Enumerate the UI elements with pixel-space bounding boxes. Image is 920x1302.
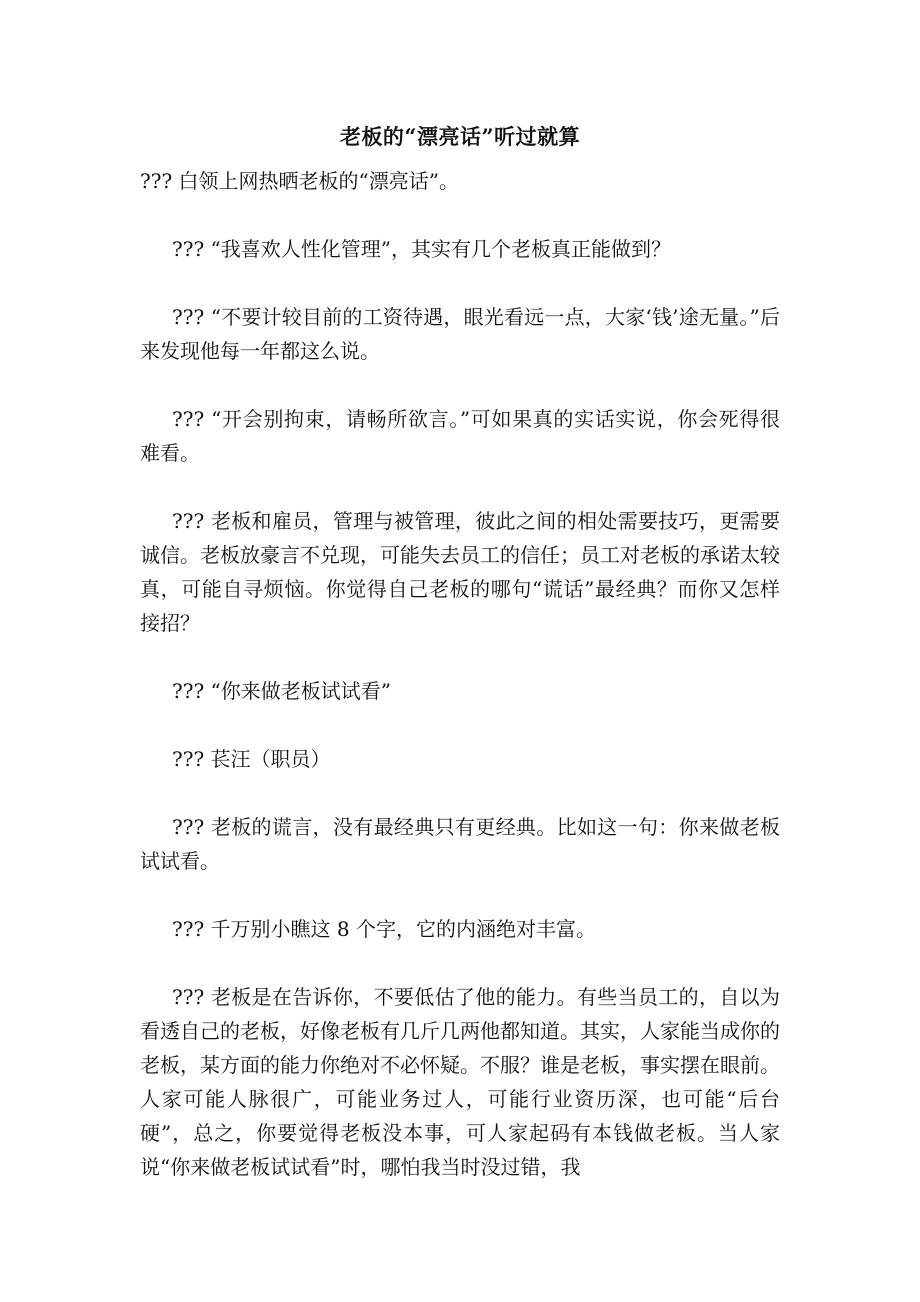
- paragraph-author: ??? 苌汪（职员）: [172, 747, 331, 771]
- paragraph-quote-2: ??? “不要计较目前的工资待遇，眼光看远一点，大家‘钱’途无量。”后来发现他每一年都这么说。: [140, 305, 780, 363]
- paragraph-quote-1: ??? “我喜欢人性化管理”，其实有几个老板真正能做到？: [172, 237, 671, 261]
- paragraph-subheading: ??? “你来做老板试试看”: [172, 679, 391, 703]
- document-title: 老板的“漂亮话”听过就算: [339, 124, 581, 149]
- paragraph-intro: ??? 白领上网热晒老板的“漂亮话”。: [140, 169, 459, 193]
- paragraph-body-1: ??? 老板的谎言，没有最经典只有更经典。比如这一句：你来做老板试试看。: [140, 815, 780, 873]
- paragraph-body-3: ??? 老板是在告诉你，不要低估了他的能力。有些当员工的，自以为看透自己的老板，好像老板有几斤几两他都知道。其实，人家能当成你的老板，某方面的能力你绝对不必怀疑。不服？谁是老板，事实摆在眼前。人家可能人脉很广，可能业务过人，可能行业资历深，也可能“后台硬”，总之，你要觉得老板没本事，可人家起码有本钱做老板。当人家说“你来做老板试试看”时，哪怕我当时没过错，我: [140, 985, 780, 1179]
- paragraph-quote-3: ??? “开会别拘束，请畅所欲言。”可如果真的实话实说，你会死得很难看。: [140, 407, 780, 465]
- paragraph-body-2: ??? 千万别小瞧这 8 个字，它的内涵绝对丰富。: [172, 917, 596, 941]
- paragraph-discussion: ??? 老板和雇员，管理与被管理，彼此之间的相处需要技巧，更需要诚信。老板放豪言不兑现，可能失去员工的信任；员工对老板的承诺太较真，可能自寻烦恼。你觉得自己老板的哪句“谎话”最经典？而你又怎样接招？: [140, 509, 780, 635]
